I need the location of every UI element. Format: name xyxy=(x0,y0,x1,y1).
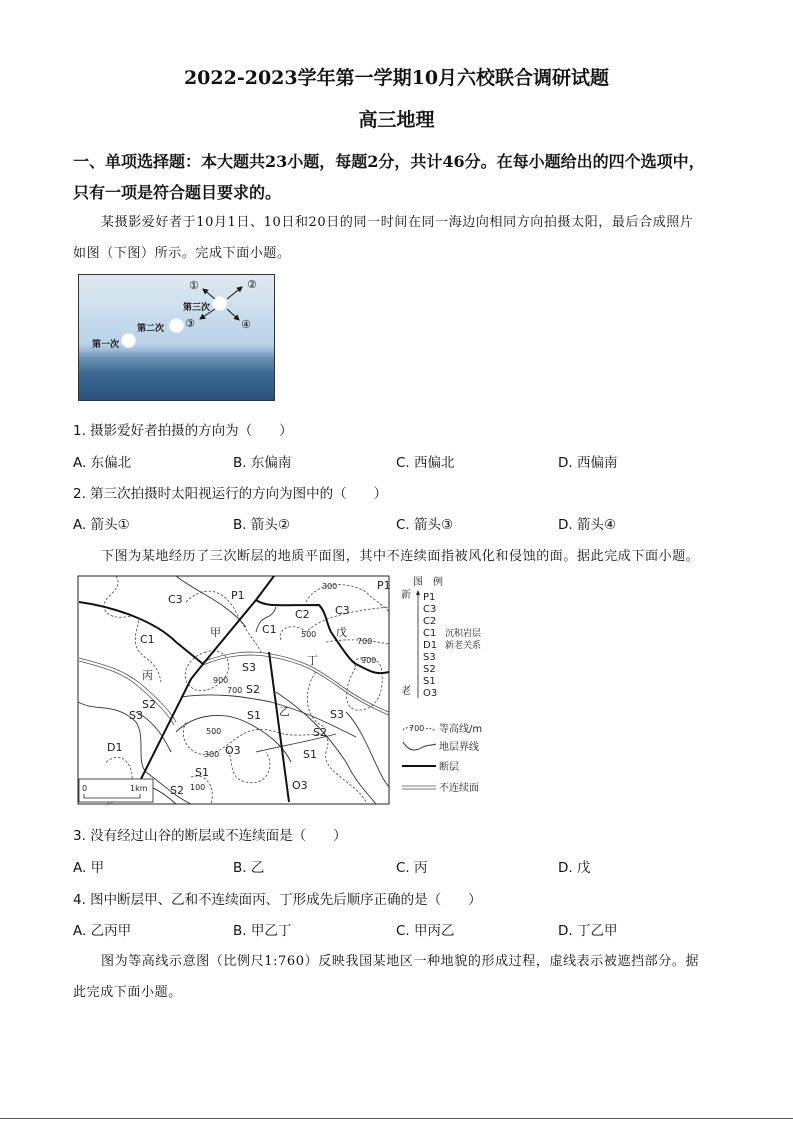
legend-stratum: O3 xyxy=(423,688,438,699)
stratum-label: S3 xyxy=(242,661,256,674)
section-heading: 一、单项选择题：本大题共23小题，每题2分，共计46分。在每小题给出的四个选项中， xyxy=(73,152,705,171)
legend-stratum: S2 xyxy=(423,664,436,675)
label-second: 第二次 xyxy=(137,324,165,334)
exam-title: 2022-2023学年第一学期10月六校联合调研试题 xyxy=(183,67,610,89)
stratum-label: O3 xyxy=(292,779,308,792)
stratum-label: S2 xyxy=(313,726,327,739)
stratum-label: C3 xyxy=(335,604,350,617)
unconformity-bing-label: 丙 xyxy=(142,669,153,682)
stratum-label: S3 xyxy=(129,709,143,722)
arrow-1-label: ① xyxy=(189,279,199,292)
legend-contour: 等高线/m xyxy=(439,724,483,735)
legend-new: 新 xyxy=(401,590,411,601)
q2-option-d: D. 箭头④ xyxy=(558,517,617,533)
contour-value: 100 xyxy=(190,783,206,792)
stratum-label: S1 xyxy=(303,748,317,761)
legend-stratum: C1 xyxy=(423,628,437,639)
q1-option-b: B. 东偏南 xyxy=(233,455,292,471)
arrow-4-label: ④ xyxy=(241,318,251,331)
label-first: 第一次 xyxy=(92,340,120,350)
intro-paragraph-3: 图为等高线示意图（比例尺1:760）反映我国某地区一种地貌的形成过程，虚线表示被遮挡部分。据 xyxy=(101,954,700,969)
section-heading-cont: 只有一项是符合题目要求的。 xyxy=(73,183,282,202)
q3-option-a: A. 甲 xyxy=(73,860,105,876)
q3-option-c: C. 丙 xyxy=(396,860,428,876)
question-3: 3. 没有经过山谷的断层或不连续面是（ ） xyxy=(73,828,347,844)
q3-option-d: D. 戊 xyxy=(558,860,591,876)
fault-yi-label: 乙 xyxy=(279,705,290,718)
contour-value: 500 xyxy=(301,630,317,639)
q3-option-b: B. 乙 xyxy=(233,860,265,876)
contour-value: 900 xyxy=(361,656,377,665)
contour-value: 300 xyxy=(322,582,338,591)
contour-value: 900 xyxy=(213,676,229,685)
contour-value: 700 xyxy=(227,686,243,695)
legend-boundary: 地层界线 xyxy=(439,742,479,753)
exam-subtitle: 高三地理 xyxy=(358,109,435,131)
q4-option-b: B. 甲乙丁 xyxy=(233,923,292,939)
q1-option-d: D. 西偏南 xyxy=(558,455,618,471)
stratum-label: P1 xyxy=(231,589,245,602)
stratum-label: D1 xyxy=(107,741,123,754)
stratum-label: C3 xyxy=(168,593,183,606)
q2-option-c: C. 箭头③ xyxy=(396,517,454,533)
arrow-3-label: ③ xyxy=(185,317,195,330)
stratum-label: S1 xyxy=(247,709,261,722)
intro-paragraph-3-cont: 此完成下面小题。 xyxy=(73,985,182,1000)
legend-stratum: C2 xyxy=(423,616,437,627)
question-4: 4. 图中断层甲、乙和不连续面丙、丁形成先后顺序正确的是（ ） xyxy=(73,892,482,908)
sun-photo-figure xyxy=(78,274,275,401)
legend-contour-sample: 700 xyxy=(409,724,425,733)
legend-old: 老 xyxy=(401,686,411,697)
legend-strata-note: 新老关系 xyxy=(445,641,482,651)
question-1: 1. 摄影爱好者拍摄的方向为（ ） xyxy=(73,423,293,439)
q4-option-d: D. 丁乙甲 xyxy=(558,923,618,939)
q4-option-c: C. 甲丙乙 xyxy=(396,923,455,939)
stratum-label: C1 xyxy=(140,633,155,646)
stratum-label: S3 xyxy=(330,708,344,721)
arrow-2-label: ② xyxy=(247,278,257,291)
intro-paragraph: 某摄影爱好者于10月1日、10日和20日的同一时间在同一海边向相同方向拍摄太阳，最后合成照片 xyxy=(101,215,694,230)
stratum-label: C2 xyxy=(295,608,310,621)
legend-unconformity: 不连续面 xyxy=(439,783,479,794)
legend-fault: 断层 xyxy=(439,762,459,773)
legend-stratum: D1 xyxy=(423,640,438,651)
scale-zero: 0 xyxy=(82,784,88,793)
contour-value: 700 xyxy=(357,637,373,646)
contour-value: 300 xyxy=(204,750,220,759)
q2-option-a: A. 箭头① xyxy=(73,517,130,533)
legend-title: 图 例 xyxy=(413,577,443,588)
stratum-label: C1 xyxy=(262,623,277,636)
unconformity-ding-label: 丁 xyxy=(307,654,318,667)
stratum-label: S2 xyxy=(170,784,184,797)
q4-option-a: A. 乙丙甲 xyxy=(73,923,132,939)
q1-option-a: A. 东偏北 xyxy=(73,455,132,471)
stratum-label: O3 xyxy=(225,744,241,757)
fault-jia-label: 甲 xyxy=(210,626,221,639)
intro-paragraph-cont: 如图（下图）所示。完成下面小题。 xyxy=(73,246,291,261)
stratum-label: S1 xyxy=(195,766,209,779)
map-legend xyxy=(401,575,482,794)
scale-1km: 1km xyxy=(130,784,148,793)
stratum-label: S2 xyxy=(246,683,260,696)
label-third: 第三次 xyxy=(183,303,211,313)
legend-stratum: P1 xyxy=(423,592,436,603)
page-divider xyxy=(0,1118,793,1119)
contour-value: 500 xyxy=(206,727,222,736)
stratum-label: S2 xyxy=(142,698,156,711)
legend-stratum: S1 xyxy=(423,676,436,687)
legend-stratum: S3 xyxy=(423,652,436,663)
stratum-label: P1 xyxy=(377,579,391,592)
legend-stratum: C3 xyxy=(423,604,437,615)
arrows-icon xyxy=(79,275,275,401)
question-2: 2. 第三次拍摄时太阳视运行的方向为图中的（ ） xyxy=(73,486,388,502)
intro-paragraph-2: 下图为某地经历了三次断层的地质平面图，其中不连续面指被风化和侵蚀的面。据此完成下面小题。 xyxy=(101,549,700,564)
geologic-map-figure xyxy=(76,572,496,807)
q1-option-c: C. 西偏北 xyxy=(396,455,455,471)
fault-wu-label: 戊 xyxy=(336,626,347,639)
legend-strata-note: 沉积岩层 xyxy=(445,629,482,639)
q2-option-b: B. 箭头② xyxy=(233,517,290,533)
